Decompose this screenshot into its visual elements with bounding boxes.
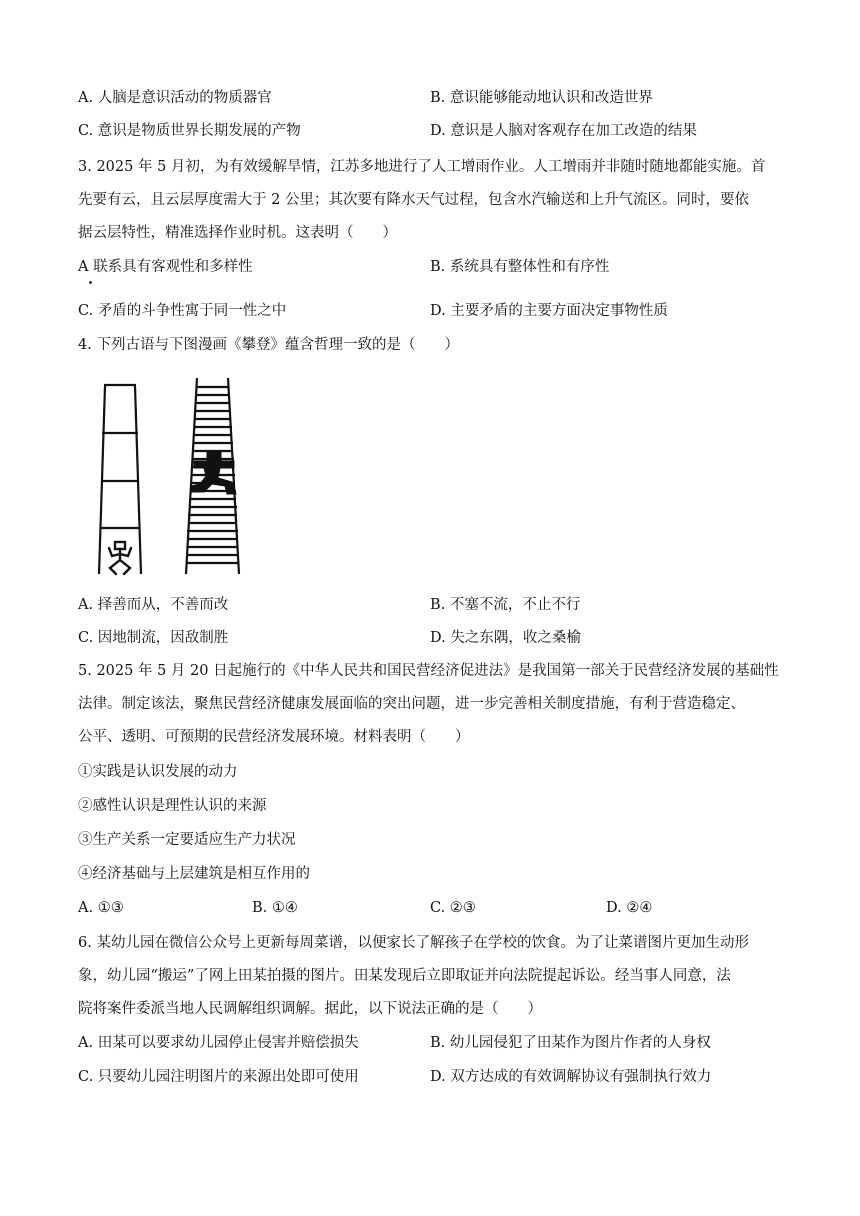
q6-stem-line-1: 6. 某幼儿园在微信公众号上更新每周菜谱，以便家长了解孩子在学校的饮食。为了让菜谱图片更加生动形 — [78, 935, 749, 951]
q3-option-b: B. 系统具有整体性和有序性 — [430, 259, 610, 275]
short-ladder — [99, 385, 141, 574]
q4-option-d: D. 失之东隅，收之桑榆 — [430, 630, 581, 646]
q5-statement-1: ①实践是认识发展的动力 — [78, 764, 238, 780]
resting-figure — [109, 542, 131, 574]
q6-option-d: D. 双方达成的有效调解协议有强制执行效力 — [430, 1069, 712, 1085]
q3-stem-line-2: 先要有云，且云层厚度需大于 2 公里；其次要有降水天气过程，包含水汽输送和上升气流区。同时，要依 — [78, 192, 749, 208]
q2-option-b: B. 意识能够能动地认识和改造世界 — [430, 90, 653, 106]
q3-option-d: D. 主要矛盾的主要方面决定事物性质 — [430, 303, 668, 319]
q2-option-c: C. 意识是物质世界长期发展的产物 — [78, 123, 301, 139]
q6-option-b: B. 幼儿园侵犯了田某作为图片作者的人身权 — [430, 1035, 711, 1051]
q4-stem: 4. 下列古语与下图漫画《攀登》蕴含哲理一致的是（ ） — [78, 337, 459, 353]
q3-option-a: A 联系具有客观性和多样性 — [78, 259, 253, 275]
q5-stem-line-2: 法律。制定该法，聚焦民营经济健康发展面临的突出问题，进一步完善相关制度措施，有利于营造稳定、 — [78, 696, 745, 712]
q5-statement-2: ②感性认识是理性认识的来源 — [78, 798, 267, 814]
stray-dot — [89, 281, 92, 284]
q5-stem-line-3: 公平、透明、可预期的民营经济发展环境。材料表明（ ） — [78, 729, 470, 745]
q5-option-b: B. ①④ — [252, 900, 298, 916]
q4-option-b: B. 不塞不流，不止不行 — [430, 597, 581, 613]
q4-option-c: C. 因地制流，因敌制胜 — [78, 630, 229, 646]
q5-option-a: A. ①③ — [78, 900, 124, 916]
q2-option-a: A. 人脑是意识活动的物质器官 — [78, 90, 272, 106]
q6-option-a: A. 田某可以要求幼儿园停止侵害并赔偿损失 — [78, 1035, 359, 1051]
q4-option-a: A. 择善而从，不善而改 — [78, 597, 229, 613]
q6-stem-line-2: 象，幼儿园“搬运”了网上田某拍摄的图片。田某发现后立即取证并向法院提起诉讼。经当事人同意，法 — [78, 968, 731, 984]
q5-statement-4: ④经济基础与上层建筑是相互作用的 — [78, 866, 310, 882]
q2-option-d: D. 意识是人脑对客观存在加工改造的结果 — [430, 123, 697, 139]
q6-option-c: C. 只要幼儿园注明图片的来源出处即可使用 — [78, 1069, 359, 1085]
q5-option-c: C. ②③ — [430, 900, 476, 916]
q3-stem-line-1: 3. 2025 年 5 月初，为有效缓解旱情，江苏多地进行了人工增雨作业。人工增雨并非随时随地都能实施。首 — [78, 159, 766, 175]
q5-stem-line-1: 5. 2025 年 5 月 20 日起施行的《中华人民共和国民营经济促进法》是我国第一部关于民营经济发展的基础性 — [78, 663, 779, 679]
q5-statement-3: ③生产关系一定要适应生产力状况 — [78, 832, 296, 848]
q5-option-d: D. ②④ — [606, 900, 653, 916]
q3-stem-line-3: 据云层特性，精准选择作业时机。这表明（ ） — [78, 225, 397, 241]
q3-option-c: C. 矛盾的斗争性寓于同一性之中 — [78, 303, 287, 319]
climbing-comic-image — [94, 378, 246, 578]
q6-stem-line-3: 院将案件委派当地人民调解组织调解。据此，以下说法正确的是（ ） — [78, 1001, 542, 1017]
